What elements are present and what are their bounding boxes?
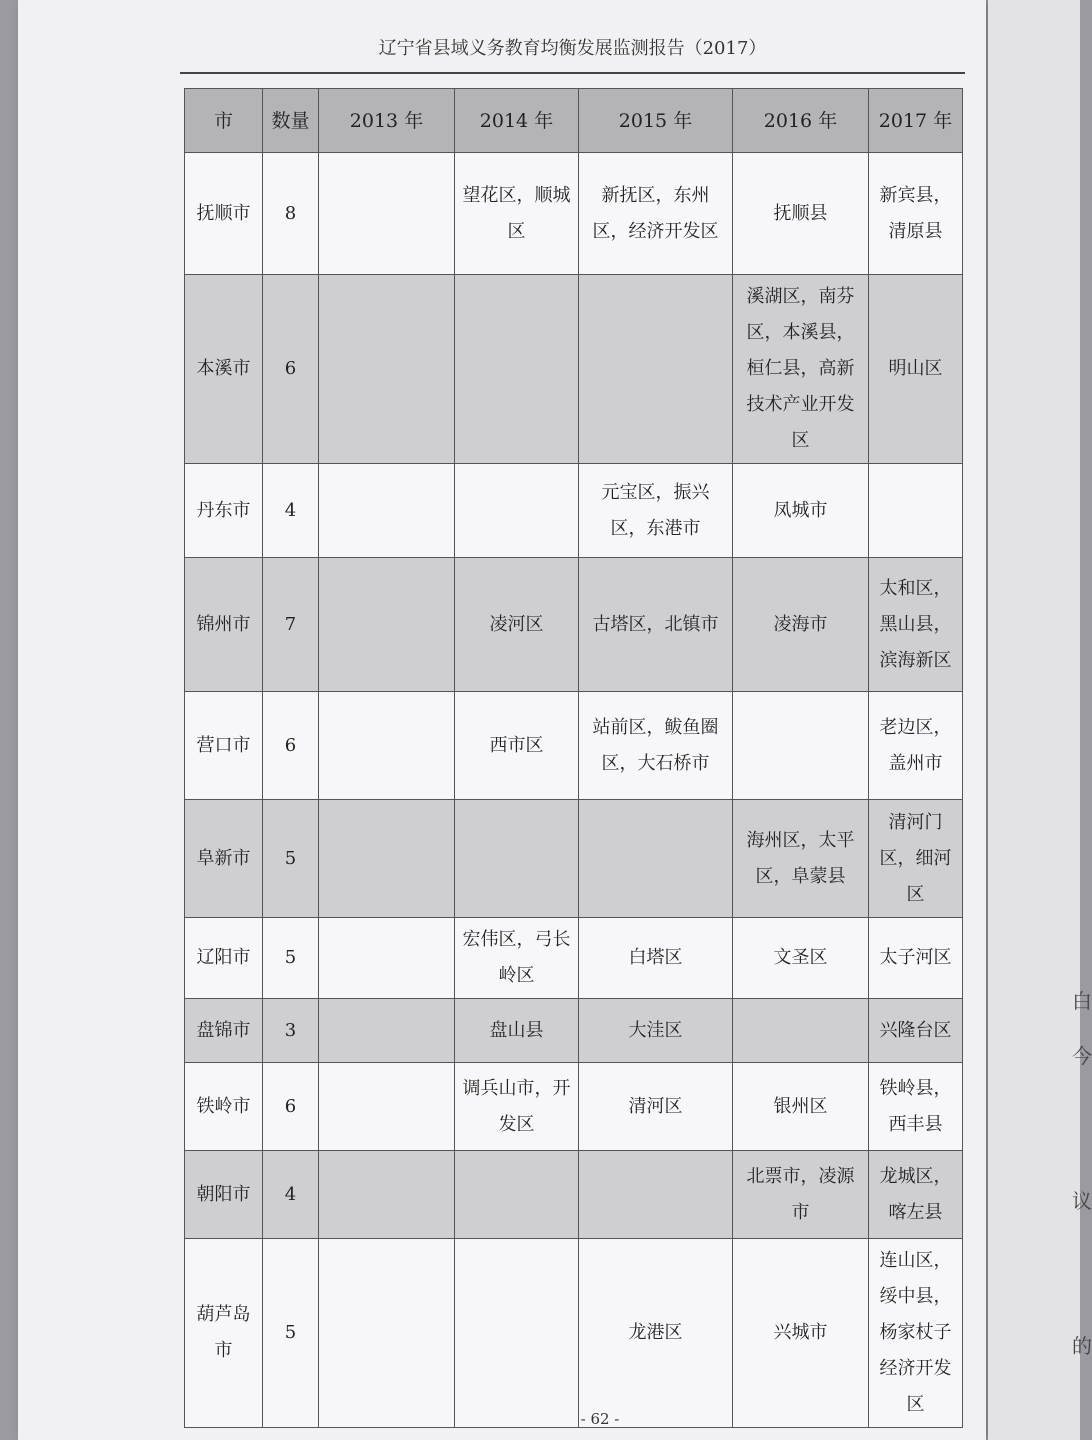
cell-2015: 白塔区 bbox=[579, 918, 733, 999]
column-header-2013: 2013 年 bbox=[319, 89, 455, 153]
cell-count: 5 bbox=[263, 918, 319, 999]
cell-2016: 溪湖区，南芬区，本溪县，桓仁县，高新技术产业开发区 bbox=[733, 275, 869, 464]
cell-2013 bbox=[319, 275, 455, 464]
cell-city: 朝阳市 bbox=[185, 1151, 263, 1239]
county-monitoring-table bbox=[184, 88, 963, 1428]
adjacent-page-fragment: 今 bbox=[1072, 1044, 1092, 1068]
table-row bbox=[185, 800, 963, 918]
cell-city: 本溪市 bbox=[185, 275, 263, 464]
adjacent-page-fragment: 白 bbox=[1072, 989, 1092, 1013]
cell-2017: 铁岭县，西丰县 bbox=[869, 1063, 963, 1151]
page-number: - 62 - bbox=[580, 1410, 620, 1428]
header-rule bbox=[180, 72, 965, 74]
cell-2014: 宏伟区，弓长岭区 bbox=[455, 918, 579, 999]
cell-2013 bbox=[319, 1151, 455, 1239]
table-row bbox=[185, 275, 963, 464]
cell-2013 bbox=[319, 558, 455, 692]
column-header-2017: 2017 年 bbox=[869, 89, 963, 153]
cell-count: 7 bbox=[263, 558, 319, 692]
cell-2015: 站前区，鲅鱼圈区，大石桥市 bbox=[579, 692, 733, 800]
cell-2013 bbox=[319, 1239, 455, 1428]
cell-city: 营口市 bbox=[185, 692, 263, 800]
cell-2013 bbox=[319, 918, 455, 999]
cell-2014 bbox=[455, 1151, 579, 1239]
cell-2015: 新抚区，东州区，经济开发区 bbox=[579, 153, 733, 275]
table-row bbox=[185, 918, 963, 999]
cell-2014: 凌河区 bbox=[455, 558, 579, 692]
cell-2014: 调兵山市，开发区 bbox=[455, 1063, 579, 1151]
cell-count: 5 bbox=[263, 800, 319, 918]
table-row bbox=[185, 1151, 963, 1239]
cell-2016: 抚顺县 bbox=[733, 153, 869, 275]
cell-2017 bbox=[869, 464, 963, 558]
cell-2017: 连山区，绥中县，杨家杖子经济开发区 bbox=[869, 1239, 963, 1428]
cell-2016: 银州区 bbox=[733, 1063, 869, 1151]
cell-2014: 盘山县 bbox=[455, 999, 579, 1063]
cell-2017: 太和区，黑山县，滨海新区 bbox=[869, 558, 963, 692]
cell-count: 8 bbox=[263, 153, 319, 275]
column-header-2014: 2014 年 bbox=[455, 89, 579, 153]
cell-2014 bbox=[455, 464, 579, 558]
running-header-title: 辽宁省县域义务教育均衡发展监测报告（2017） bbox=[378, 38, 767, 59]
cell-2016: 凤城市 bbox=[733, 464, 869, 558]
cell-2016 bbox=[733, 692, 869, 800]
cell-city: 阜新市 bbox=[185, 800, 263, 918]
cell-2016: 北票市，凌源市 bbox=[733, 1151, 869, 1239]
cell-2014: 西市区 bbox=[455, 692, 579, 800]
cell-2017: 太子河区 bbox=[869, 918, 963, 999]
table-row bbox=[185, 692, 963, 800]
cell-2015: 大洼区 bbox=[579, 999, 733, 1063]
column-header-count: 数量 bbox=[263, 89, 319, 153]
cell-city: 丹东市 bbox=[185, 464, 263, 558]
cell-2017: 新宾县，清原县 bbox=[869, 153, 963, 275]
cell-city: 抚顺市 bbox=[185, 153, 263, 275]
column-header-2016: 2016 年 bbox=[733, 89, 869, 153]
cell-2016: 兴城市 bbox=[733, 1239, 869, 1428]
adjacent-page-edge bbox=[988, 0, 1092, 1440]
adjacent-page-fragment: 议 bbox=[1072, 1189, 1092, 1213]
table-row bbox=[185, 558, 963, 692]
cell-2013 bbox=[319, 800, 455, 918]
cell-2013 bbox=[319, 692, 455, 800]
cell-2015 bbox=[579, 800, 733, 918]
table-row bbox=[185, 1239, 963, 1428]
cell-count: 6 bbox=[263, 692, 319, 800]
cell-2015 bbox=[579, 275, 733, 464]
cell-2015: 古塔区，北镇市 bbox=[579, 558, 733, 692]
cell-2014 bbox=[455, 800, 579, 918]
cell-2013 bbox=[319, 1063, 455, 1151]
cell-2017: 老边区，盖州市 bbox=[869, 692, 963, 800]
table-row bbox=[185, 153, 963, 275]
cell-2014: 望花区，顺城区 bbox=[455, 153, 579, 275]
cell-count: 5 bbox=[263, 1239, 319, 1428]
cell-2016: 海州区，太平区，阜蒙县 bbox=[733, 800, 869, 918]
cell-count: 6 bbox=[263, 275, 319, 464]
cell-2015 bbox=[579, 1151, 733, 1239]
cell-2016 bbox=[733, 999, 869, 1063]
cell-2014 bbox=[455, 1239, 579, 1428]
cell-2013 bbox=[319, 153, 455, 275]
cell-2016: 凌海市 bbox=[733, 558, 869, 692]
cell-2017: 清河门区，细河区 bbox=[869, 800, 963, 918]
cell-2013 bbox=[319, 464, 455, 558]
table-row bbox=[185, 1063, 963, 1151]
cell-2017: 明山区 bbox=[869, 275, 963, 464]
cell-2015: 清河区 bbox=[579, 1063, 733, 1151]
cell-city: 铁岭市 bbox=[185, 1063, 263, 1151]
cell-city: 锦州市 bbox=[185, 558, 263, 692]
cell-city: 葫芦岛市 bbox=[185, 1239, 263, 1428]
cell-city: 盘锦市 bbox=[185, 999, 263, 1063]
cell-count: 4 bbox=[263, 1151, 319, 1239]
cell-count: 4 bbox=[263, 464, 319, 558]
cell-city: 辽阳市 bbox=[185, 918, 263, 999]
cell-2015: 龙港区 bbox=[579, 1239, 733, 1428]
cell-2016: 文圣区 bbox=[733, 918, 869, 999]
cell-2013 bbox=[319, 999, 455, 1063]
table-row bbox=[185, 999, 963, 1063]
cell-count: 6 bbox=[263, 1063, 319, 1151]
table-header-row bbox=[185, 89, 963, 153]
cell-2017: 龙城区，喀左县 bbox=[869, 1151, 963, 1239]
cell-count: 3 bbox=[263, 999, 319, 1063]
cell-2014 bbox=[455, 275, 579, 464]
cell-2017: 兴隆台区 bbox=[869, 999, 963, 1063]
cell-2015: 元宝区，振兴区，东港市 bbox=[579, 464, 733, 558]
adjacent-page-fragment: 的 bbox=[1072, 1334, 1092, 1358]
column-header-2015: 2015 年 bbox=[579, 89, 733, 153]
column-header-city: 市 bbox=[185, 89, 263, 153]
table-row bbox=[185, 464, 963, 558]
